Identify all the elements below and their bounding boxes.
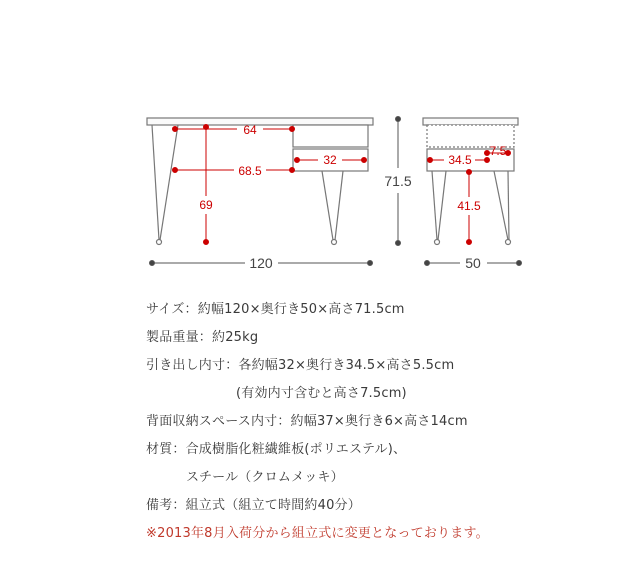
front-right-foot [332,240,337,245]
side-tabletop [423,118,518,125]
spec-drawer-note: (有効内寸含むと高さ7.5cm) [236,386,407,401]
dimension-diagram [0,0,637,290]
side-left-leg-a [432,171,437,240]
dim-64-left-dot [173,127,178,132]
front-right-leg-b [335,171,343,240]
front-tabletop [147,118,373,125]
side-right-leg-b [508,171,509,240]
dim-69-top-dot [204,125,209,130]
spec-material-cont: スチール（クロムメッキ） [186,470,344,485]
dim-41-5-bottom-dot [467,240,472,245]
front-left-leg-a [152,125,159,240]
dim-label-34-5: 34.5 [448,153,472,167]
dim-label-7-5: 7.5 [489,144,507,158]
dim-label-120: 120 [249,255,273,271]
side-view [423,118,518,245]
dim-68-5-right-dot [290,168,295,173]
dim-34-5-left-dot [428,158,433,163]
dim-label-64: 64 [243,123,257,137]
side-left-foot [435,240,440,245]
dim-label-68-5: 68.5 [238,164,262,178]
spec-remarks: 備考：組立式（組立て時間約40分） [146,498,361,513]
dim-label-69: 69 [199,198,213,212]
dim-label-32: 32 [323,153,337,167]
dim-41-5-top-dot [467,170,472,175]
dim-32-left-dot [295,158,300,163]
spec-weight: 製品重量：約25kg [146,330,259,345]
dim-64-right-dot [290,127,295,132]
dim-34-5-right-dot [485,158,490,163]
front-upper-drawer [293,125,368,147]
front-left-leg-b [160,125,178,240]
spec-back-storage: 背面収納スペース内寸：約幅37×奥行き6×高さ14cm [146,414,468,429]
front-view [147,118,373,245]
spec-material: 材質：合成樹脂化粧繊維板(ポリエステル)、 [146,442,407,457]
dim-label-71-5: 71.5 [384,173,412,189]
side-right-leg-a [494,171,508,240]
side-left-leg-b [438,171,446,240]
spec-size: サイズ：約幅120×奥行き50×高さ71.5cm [146,302,405,317]
front-right-leg-a [322,171,333,240]
side-right-foot [506,240,511,245]
dim-32-right-dot [362,158,367,163]
spec-drawer: 引き出し内寸：各約幅32×奥行き34.5×高さ5.5cm [146,358,455,373]
dim-68-5-left-dot [173,168,178,173]
dim-69-bottom-dot [204,240,209,245]
dim-label-41-5: 41.5 [457,199,481,213]
front-left-foot [157,240,162,245]
dim-label-50: 50 [465,255,481,271]
spec-notice: ※2013年8月入荷分から組立式に変更となっております。 [146,526,489,541]
